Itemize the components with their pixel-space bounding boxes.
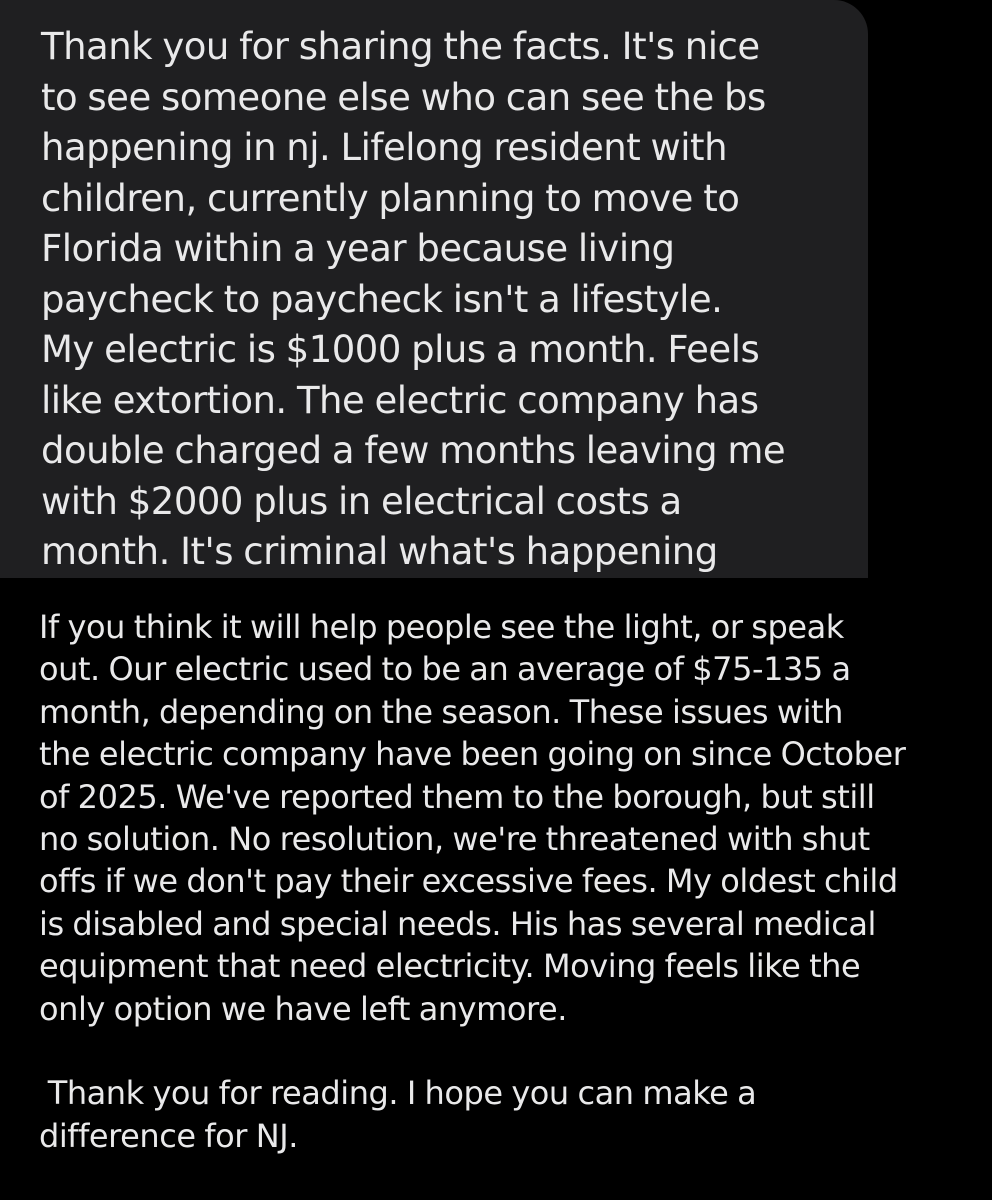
followup-line: equipment that need electricity. Moving feels like the: [39, 947, 861, 986]
paragraph-spacer: [39, 1030, 979, 1072]
message-line: with $2000 plus in electrical costs a: [41, 479, 682, 523]
followup-line: no solution. No resolution, we're threatened with shut: [39, 819, 870, 858]
message-line: paycheck to paycheck isn't a lifestyle.: [41, 277, 723, 321]
followup-line: is disabled and special needs. His has several medical: [39, 904, 876, 943]
followup-paragraph: [39, 606, 979, 1030]
followup-line: If you think it will help people see the light, or speak: [39, 608, 844, 646]
message-bubble[interactable]: [0, 0, 868, 578]
message-bubble-text: [41, 22, 848, 578]
message-line: Florida within a year because living: [41, 227, 675, 270]
followup-line: out. Our electric used to be an average of $75-135 a: [39, 650, 851, 689]
message-line: double charged a few months leaving me: [41, 429, 786, 472]
followup-line: the electric company have been going on since October: [39, 735, 906, 774]
followup-message: [39, 606, 979, 1157]
followup-line: of 2025. We've reported them to the borough, but still: [39, 777, 875, 816]
message-line: like extortion. The electric company has: [41, 378, 759, 422]
followup-line: only option we have left anymore.: [39, 989, 567, 1028]
closing-paragraph: [39, 1072, 979, 1157]
closing-line: difference for NJ.: [39, 1116, 298, 1155]
message-line: My electric is $1000 plus a month. Feels: [41, 328, 760, 371]
followup-line: month, depending on the season. These issues with: [39, 692, 843, 731]
message-line: month. It's criminal what's happening: [41, 530, 718, 573]
message-line: children, currently planning to move to: [41, 176, 740, 220]
followup-line: offs if we don't pay their excessive fees. My oldest child: [39, 862, 898, 901]
message-line: Thank you for sharing the facts. It's nice: [41, 25, 760, 68]
closing-line: Thank you for reading. I hope you can make a: [39, 1074, 757, 1113]
message-line: to see someone else who can see the bs: [41, 75, 766, 119]
message-line: happening in nj. Lifelong resident with: [41, 126, 728, 169]
